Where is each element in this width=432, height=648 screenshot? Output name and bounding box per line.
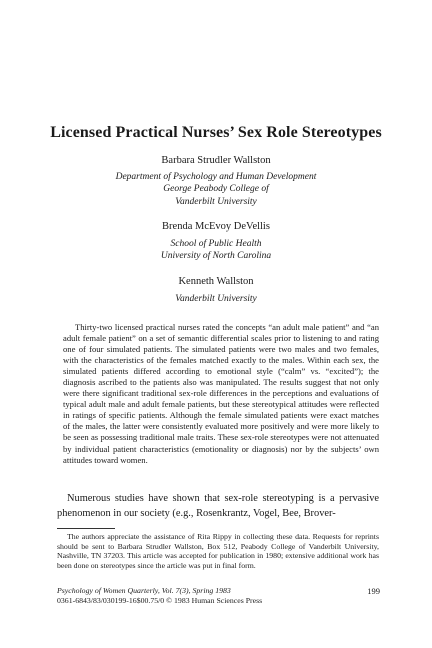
abstract: [63, 322, 379, 466]
journal-citation: Psychology of Women Quarterly, Vol. 7(3), Spring 1983: [57, 586, 231, 595]
author-1-name: Barbara Strudler Wallston: [161, 155, 271, 166]
author-1-affiliation: [0, 171, 432, 208]
author-1-affiliation-line: George Peabody College of: [163, 184, 269, 195]
author-2-affiliation: [0, 238, 432, 263]
author-2-name: Brenda McEvoy DeVellis: [162, 221, 270, 232]
abstract-text: Thirty-two licensed practical nurses rated the concepts “an adult male patient” and “an adult female patient” on a set of semantic differential scales prior to listening to and rating one of four simulated patients. The simulated patients were two males and two females, with the characteristics of the females matched exactly to the males. Within each sex, the simulated patients differed according to emotional style (“calm” vs. “excited”); the diagnosis ascribed to the patients also was manipulated. The results suggest that not only were there significant traditional sex-role differences in the perceptions and evaluations of typical adult male and adult female patients, but these stereotypical attitudes were reflected in ratings of specific patients. Although the female simulated patients were exact matches of the males, the latter were consistently evaluated more positively and were more likely to be seen as possessing traditional male traits. These sex-role stereotypes were not attenuated by individual patient characteristics (emotionality or diagnosis) nor by the subjects’ own attitudes toward women.: [63, 322, 379, 465]
paper-title: Licensed Practical Nurses’ Sex Role Stereotypes: [50, 124, 382, 141]
page-number: 199: [367, 586, 380, 596]
author-3-affiliation: [0, 293, 432, 305]
footnote: [57, 532, 379, 570]
author-1-affiliation-line: Vanderbilt University: [175, 196, 257, 207]
author-2-affiliation-line: School of Public Health: [170, 239, 262, 249]
journal-copyright: 0361-6843/83/030199-16$00.75/0 © 1983 Human Sciences Press: [57, 595, 263, 605]
author-3-name: Kenneth Wallston: [178, 276, 254, 287]
author-2-affiliation-line: University of North Carolina: [160, 251, 272, 262]
footnote-text: The authors appreciate the assistance of Rita Rippy in collecting these data. Requests for reprints should be sent to Barbara Strudler Wallston, Box 512, Peabody College of Vanderbilt University, Nashville, TN 37203. This article was accepted for publication in 1980; extensive additional work has been done on stereotypes since the article was put in final form.: [57, 532, 379, 570]
body-text: [57, 492, 379, 521]
footnote-rule: [57, 528, 115, 529]
journal-info: [57, 586, 379, 605]
author-1-affiliation-line: Department of Psychology and Human Development: [115, 172, 317, 182]
author-3-affiliation-line: Vanderbilt University: [175, 294, 257, 304]
body-paragraph: Numerous studies have shown that sex-role stereotyping is a pervasive phenomenon in our society (e.g., Rosenkrantz, Vogel, Bee, Brover-: [57, 493, 379, 519]
